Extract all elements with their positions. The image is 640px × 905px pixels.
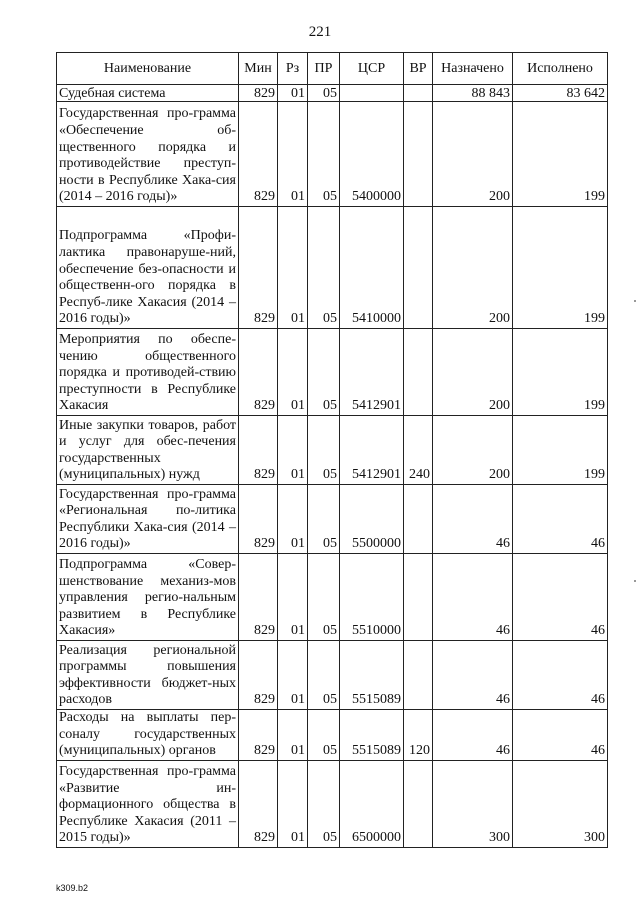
cell-rz: 01 — [278, 102, 308, 207]
cell-executed: 46 — [513, 554, 608, 641]
table-row — [57, 641, 608, 710]
cell-pr: 05 — [308, 207, 340, 329]
cell-rz: 01 — [278, 641, 308, 710]
table-row — [57, 102, 608, 207]
cell-name: Мероприятия по обеспе-чению общественного порядка и противодей-ствию преступности в Республике Хакасия — [57, 329, 239, 416]
cell-pr: 05 — [308, 554, 340, 641]
cell-name: Государственная про-грамма «Обеспечение об-щественного порядка и противодействие преступ-ности в Республике Хака-сия (2014 – 2016 годы)» — [57, 102, 239, 207]
header-vr: ВР — [404, 53, 433, 85]
cell-pr: 05 — [308, 416, 340, 485]
table-row — [57, 761, 608, 848]
cell-pr: 05 — [308, 102, 340, 207]
summary-row — [57, 85, 608, 102]
cell-min: 829 — [239, 207, 278, 329]
cell-min: 829 — [239, 710, 278, 761]
cell-name: Реализация региональной программы повышения эффективности бюджет-ных расходов — [57, 641, 239, 710]
cell-name: Иные закупки товаров, работ и услуг для обес-печения государственных (муниципальных) нужд — [57, 416, 239, 485]
cell-pr: 05 — [308, 761, 340, 848]
table-body — [57, 102, 608, 848]
scan-mark — [634, 300, 636, 302]
cell-min: 829 — [239, 416, 278, 485]
cell-assigned: 200 — [433, 329, 513, 416]
cell-vr — [404, 485, 433, 554]
cell-csr — [340, 85, 404, 102]
cell-executed: 83 642 — [513, 85, 608, 102]
cell-name: Государственная про-грамма «Развитие ин-формационного общества в Республике Хакасия (2011 – 2015 годы)» — [57, 761, 239, 848]
header-name: Наименование — [57, 53, 239, 85]
cell-vr — [404, 102, 433, 207]
cell-min: 829 — [239, 554, 278, 641]
cell-executed: 199 — [513, 207, 608, 329]
cell-assigned: 46 — [433, 710, 513, 761]
budget-table — [56, 52, 608, 848]
cell-min: 829 — [239, 485, 278, 554]
header-min: Мин — [239, 53, 278, 85]
table-row — [57, 416, 608, 485]
cell-csr: 5515089 — [340, 641, 404, 710]
cell-rz: 01 — [278, 85, 308, 102]
header-pr: ПР — [308, 53, 340, 85]
scan-mark — [634, 580, 636, 582]
cell-name: Расходы на выплаты пер-соналу государственных (муниципальных) органов — [57, 710, 239, 761]
cell-pr: 05 — [308, 710, 340, 761]
cell-executed: 199 — [513, 102, 608, 207]
cell-executed: 46 — [513, 710, 608, 761]
cell-rz: 01 — [278, 416, 308, 485]
cell-vr — [404, 85, 433, 102]
table-header-row — [57, 53, 608, 85]
cell-vr — [404, 641, 433, 710]
cell-name: Подпрограмма «Совер-шенствование механиз-мов управления регио-нальным развитием в Республике Хакасия» — [57, 554, 239, 641]
cell-vr — [404, 554, 433, 641]
table-row — [57, 485, 608, 554]
cell-min: 829 — [239, 85, 278, 102]
table-row — [57, 207, 608, 329]
cell-csr: 5500000 — [340, 485, 404, 554]
cell-rz: 01 — [278, 761, 308, 848]
cell-assigned: 300 — [433, 761, 513, 848]
cell-csr: 5515089 — [340, 710, 404, 761]
cell-name: Государственная про-грамма «Региональная по-литика Республики Хака-сия (2014 – 2016 годы)» — [57, 485, 239, 554]
cell-vr: 240 — [404, 416, 433, 485]
cell-pr: 05 — [308, 485, 340, 554]
header-assigned: Назначено — [433, 53, 513, 85]
cell-csr: 5412901 — [340, 329, 404, 416]
cell-assigned: 200 — [433, 416, 513, 485]
cell-csr: 6500000 — [340, 761, 404, 848]
table-row — [57, 554, 608, 641]
cell-assigned: 46 — [433, 641, 513, 710]
cell-min: 829 — [239, 329, 278, 416]
cell-executed: 46 — [513, 485, 608, 554]
cell-name: Подпрограмма «Профи-лактика правонаруше-ний, обеспечение без-опасности и общественн-ого порядка в Респуб-лике Хакасия (2014 – 2016 годы)» — [57, 207, 239, 329]
cell-assigned: 46 — [433, 485, 513, 554]
cell-csr: 5510000 — [340, 554, 404, 641]
table-row — [57, 710, 608, 761]
cell-rz: 01 — [278, 710, 308, 761]
cell-assigned: 200 — [433, 207, 513, 329]
cell-assigned: 46 — [433, 554, 513, 641]
header-rz: Рз — [278, 53, 308, 85]
cell-assigned: 200 — [433, 102, 513, 207]
cell-pr: 05 — [308, 85, 340, 102]
cell-pr: 05 — [308, 329, 340, 416]
table-row — [57, 329, 608, 416]
footer-code: k309.b2 — [56, 883, 89, 893]
cell-min: 829 — [239, 761, 278, 848]
cell-min: 829 — [239, 102, 278, 207]
header-executed: Исполнено — [513, 53, 608, 85]
cell-executed: 199 — [513, 329, 608, 416]
cell-rz: 01 — [278, 485, 308, 554]
cell-csr: 5412901 — [340, 416, 404, 485]
cell-assigned: 88 843 — [433, 85, 513, 102]
cell-name: Судебная система — [57, 85, 239, 102]
cell-rz: 01 — [278, 554, 308, 641]
cell-csr: 5410000 — [340, 207, 404, 329]
cell-executed: 46 — [513, 641, 608, 710]
cell-executed: 199 — [513, 416, 608, 485]
header-csr: ЦСР — [340, 53, 404, 85]
page-number: 221 — [308, 24, 332, 40]
cell-vr — [404, 329, 433, 416]
cell-rz: 01 — [278, 329, 308, 416]
cell-min: 829 — [239, 641, 278, 710]
cell-csr: 5400000 — [340, 102, 404, 207]
cell-vr: 120 — [404, 710, 433, 761]
cell-executed: 300 — [513, 761, 608, 848]
cell-rz: 01 — [278, 207, 308, 329]
cell-vr — [404, 761, 433, 848]
cell-vr — [404, 207, 433, 329]
cell-pr: 05 — [308, 641, 340, 710]
